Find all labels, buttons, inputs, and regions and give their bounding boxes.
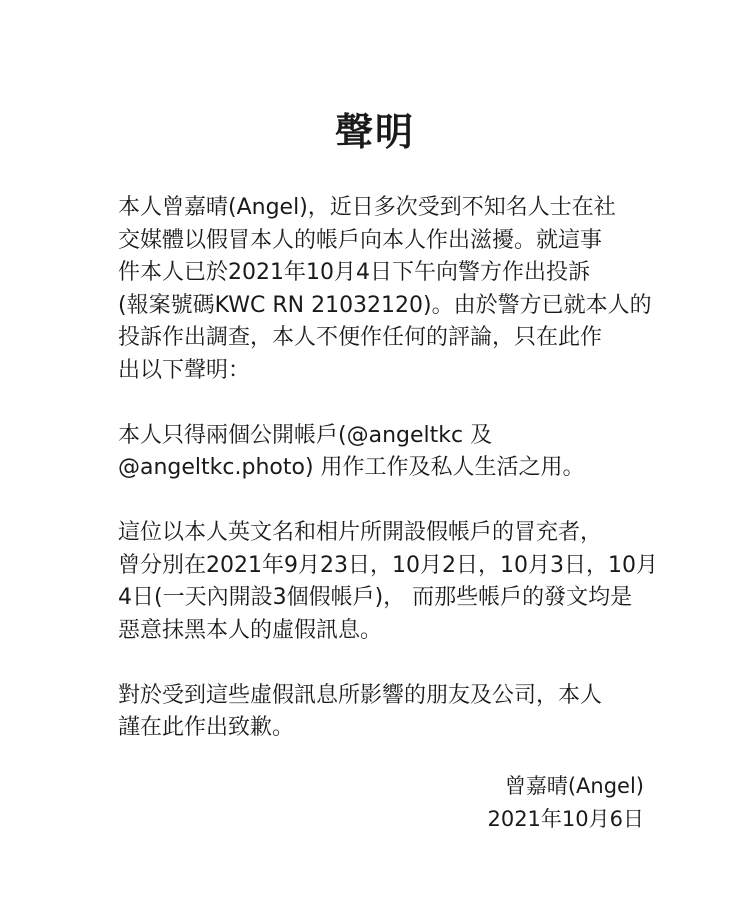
paragraph-line: 這位以本人英文名和相片所開設假帳戶的冒充者， <box>118 520 603 545</box>
paragraph-accounts <box>118 420 658 485</box>
paragraph-line: 謹在此作出致歉。 <box>118 715 295 740</box>
signature-name: 曾嘉晴(Angel) <box>504 774 644 798</box>
page-title: 聲明 <box>334 110 415 154</box>
paragraph-line: @angeltkc.photo) 用作工作及私人生活之用。 <box>118 455 585 480</box>
paragraph-line: 本人曾嘉晴(Angel)，近日多次受到不知名人士在社 <box>118 195 616 220</box>
signature-block <box>487 770 644 836</box>
paragraph-line: 對於受到這些虛假訊息所影響的朋友及公司，本人 <box>118 682 603 708</box>
paragraph-line: 惡意抹黑本人的虛假訊息。 <box>118 617 383 643</box>
paragraph-line: 本人只得兩個公開帳戶(@angeltkc 及 <box>118 422 493 448</box>
paragraph-line: 曾分別在2021年9月23日，10月2日，10月3日，10月 <box>118 552 658 578</box>
paragraph-impersonator <box>118 517 658 647</box>
paragraph-line: 件本人已於2021年10月4日下午向警方作出投訴 <box>118 260 590 285</box>
paragraph-line: 交媒體以假冒本人的帳戶向本人作出滋擾。就這事 <box>118 227 603 253</box>
paragraph-apology <box>118 680 658 745</box>
paragraph-intro <box>118 192 658 387</box>
paragraph-line: 投訴作出調查，本人不便作任何的評論，只在此作 <box>118 325 603 350</box>
paragraph-line: 4日(一天內開設3個假帳戶)， 而那些帳戶的發文均是 <box>118 585 633 610</box>
statement-body <box>118 192 658 777</box>
paragraph-line: 出以下聲明： <box>118 357 251 383</box>
paragraph-line: (報案號碼KWC RN 21032120)。由於警方已就本人的 <box>118 292 652 318</box>
signature-date: 2021年10月6日 <box>487 807 644 831</box>
